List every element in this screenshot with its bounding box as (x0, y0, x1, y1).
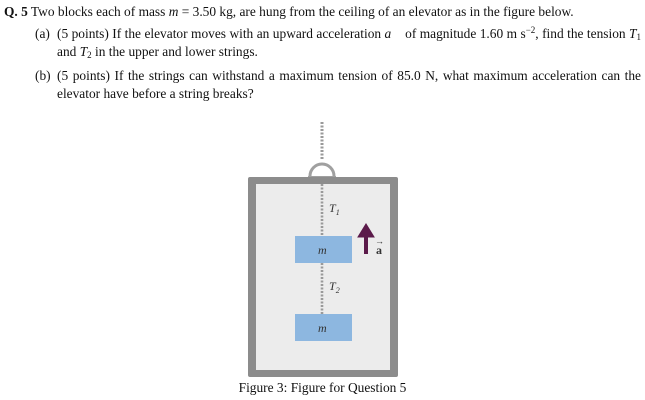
figure-caption (0, 379, 645, 397)
stem-text-1: Two blocks each of mass (30, 4, 169, 19)
t2-symbol: T (79, 44, 88, 59)
unit-exponent: −2 (525, 25, 536, 35)
question-stem (4, 3, 640, 21)
accel-label: a (376, 243, 382, 257)
elevator-figure (236, 120, 416, 380)
part-b-body (57, 67, 641, 103)
elevator-diagram (236, 120, 416, 380)
lower-block-label: m (318, 321, 327, 335)
part-a-points: (5 points) (57, 26, 109, 41)
part-a-text-2: of magnitude 1.60 m s (401, 26, 526, 41)
accel-vector-arrow: → (375, 236, 384, 246)
stem-text-2: = 3.50 kg, are hung from the ceiling of an elevator as in the figure below. (178, 4, 574, 19)
part-a-tag: (a) (35, 26, 50, 41)
t1-symbol: T (629, 26, 637, 41)
part-b (35, 67, 641, 103)
part-a-text-3: , find the tension (535, 26, 630, 41)
part-a (35, 25, 641, 61)
hook-ring (310, 164, 334, 176)
t2-subscript: 2 (87, 50, 92, 60)
caption-text: Figure for Question 5 (287, 380, 407, 395)
question-number: Q. 5 (4, 4, 28, 19)
mass-symbol: m (168, 4, 179, 19)
part-b-tag: (b) (35, 68, 51, 83)
part-a-text-1: If the elevator moves with an upward acceleration (108, 26, 385, 41)
part-b-text: If the strings can withstand a maximum tension of 85.0 N, what maximum acceleration can the elevator have before a string breaks? (57, 68, 642, 101)
t1-subscript: 1 (636, 32, 641, 42)
accel-vector-symbol: a⃗ (384, 26, 402, 41)
part-a-text-5: in the upper and lower strings. (91, 44, 258, 59)
part-a-text-4: and (57, 44, 80, 59)
upper-tension-label: $T_1$ (329, 201, 340, 217)
part-b-points: (5 points) (57, 68, 110, 83)
caption-prefix: Figure 3: (238, 380, 288, 395)
lower-tension-label: $T_2$ (329, 279, 340, 295)
part-a-body (57, 25, 641, 61)
upper-block-label: m (318, 243, 327, 257)
